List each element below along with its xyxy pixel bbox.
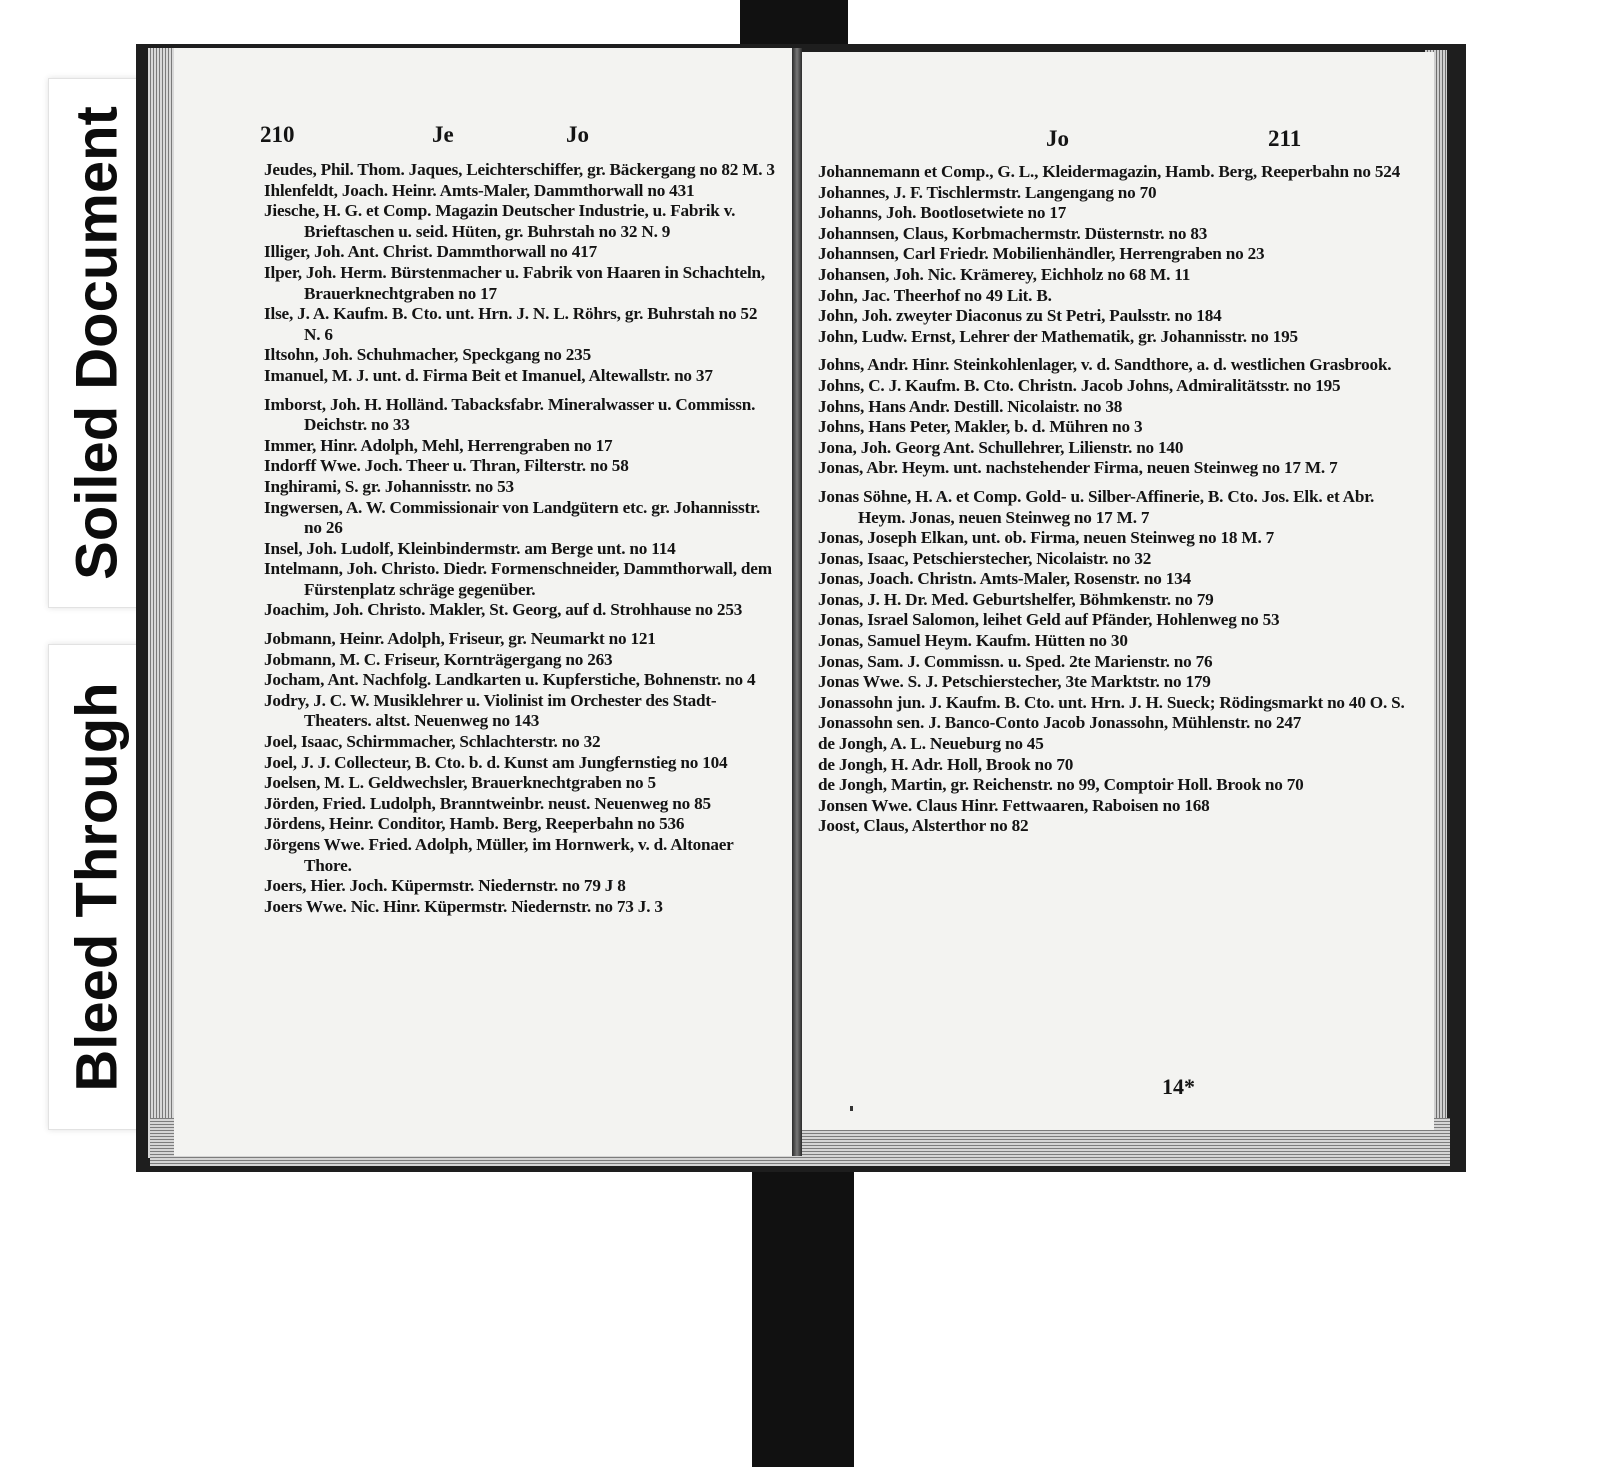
- directory-entry: Jonsen Wwe. Claus Hinr. Fettwaaren, Raboisen no 168: [818, 795, 1210, 815]
- page-speck: [850, 1106, 853, 1111]
- directory-entry: Joel, J. J. Collecteur, B. Cto. b. d. Kunst am Jungfernstieg no 104: [264, 752, 728, 772]
- bleed-through-text: Bleed Through: [64, 682, 130, 1092]
- directory-entry: Jeudes, Phil. Thom. Jaques, Leichterschiffer, gr. Bäckergang no 82 M. 3: [264, 160, 775, 179]
- binding-strip-bottom: [752, 1150, 854, 1467]
- directory-entry: Joers Wwe. Nic. Hinr. Küpermstr. Niedernstr. no 73 J. 3: [264, 896, 663, 916]
- directory-entry: de Jongh, H. Adr. Holl, Brook no 70: [818, 754, 1074, 774]
- page-number: 211: [1268, 126, 1302, 151]
- directory-entry: Iltsohn, Joh. Schuhmacher, Speckgang no 235: [264, 345, 591, 365]
- directory-entry: Ilper, Joh. Herm. Bürstenmacher u. Fabrik von Haaren in Schachteln, Brauerknechtgraben no 17: [264, 262, 765, 303]
- directory-entry: Jonas, Joach. Christn. Amts-Maler, Rosenstr. no 134: [818, 569, 1191, 589]
- bleed-through-label: [48, 644, 146, 1130]
- page-number: 210: [260, 122, 295, 147]
- directory-entry: Jonas, Abr. Heym. unt. nachstehender Firma, neuen Steinweg no 17 M. 7: [818, 458, 1338, 478]
- directory-entry: Joel, Isaac, Schirmmacher, Schlachterstr. no 32: [264, 732, 601, 752]
- soiled-document-label: [48, 78, 146, 608]
- directory-entry: Jobmann, M. C. Friseur, Kornträgergang no 263: [264, 649, 613, 669]
- directory-entry: Imanuel, M. J. unt. d. Firma Beit et Imanuel, Altewallstr. no 37: [264, 365, 713, 385]
- directory-entry: Insel, Joh. Ludolf, Kleinbindermstr. am Berge unt. no 114: [264, 538, 676, 558]
- directory-entry: Jonas, Israel Salomon, leihet Geld auf Pfänder, Hohlenweg no 53: [818, 610, 1280, 630]
- directory-entry: Ihlenfeldt, Joach. Heinr. Amts-Maler, Dammthorwall no 431: [264, 180, 695, 200]
- directory-entry: Jodry, J. C. W. Musiklehrer u. Violinist im Orchester des Stadt-Theaters. altst. Neuenweg no 143: [264, 690, 717, 731]
- directory-entry: Jonas, Sam. J. Commissn. u. Sped. 2te Marienstr. no 76: [818, 651, 1213, 671]
- left-page: [174, 48, 792, 1156]
- directory-entry: Intelmann, Joh. Christo. Diedr. Formenschneider, Dammthorwall, dem Fürstenplatz schräge gegenüber.: [264, 559, 772, 599]
- right-page-header: [822, 126, 1422, 156]
- directory-entry: Jiesche, H. G. et Comp. Magazin Deutscher Industrie, u. Fabrik v. Brieftaschen u. seid. Hüten, gr. Buhrstah no 32 N. 9: [264, 201, 736, 241]
- directory-entry: Ilse, J. A. Kaufm. B. Cto. unt. Hrn. J. N. L. Röhrs, gr. Buhrstah no 52 N. 6: [264, 304, 758, 344]
- directory-entry: Jörden, Fried. Ludolph, Branntweinbr. neust. Neuenweg no 85: [264, 793, 711, 813]
- running-head-key: Jo: [566, 122, 589, 147]
- directory-entry: Johansen, Joh. Nic. Krämerey, Eichholz no 68 M. 11: [818, 264, 1191, 284]
- directory-entry: Johns, Hans Peter, Makler, b. d. Mühren no 3: [818, 417, 1143, 437]
- directory-entry: Jonassohn sen. J. Banco-Conto Jacob Jonassohn, Mühlenstr. no 247: [818, 713, 1302, 733]
- book-gutter: [792, 48, 802, 1156]
- directory-entry: Indorff Wwe. Joch. Theer u. Thran, Filterstr. no 58: [264, 456, 629, 476]
- directory-entry: Jörgens Wwe. Fried. Adolph, Müller, im Hornwerk, v. d. Altonaer Thore.: [264, 835, 734, 875]
- directory-entry: Johannsen, Carl Friedr. Mobilienhändler, Herrengraben no 23: [818, 244, 1265, 264]
- running-head-key: Je: [432, 122, 454, 147]
- directory-entry: Johns, Andr. Hinr. Steinkohlenlager, v. d. Sandthore, a. d. westlichen Grasbrook.: [818, 355, 1392, 375]
- directory-entry: Illiger, Joh. Ant. Christ. Dammthorwall no 417: [264, 242, 597, 262]
- directory-entry: de Jongh, Martin, gr. Reichenstr. no 99, Comptoir Holl. Brook no 70: [818, 775, 1304, 795]
- directory-entry: Jonas, J. H. Dr. Med. Geburtshelfer, Böhmkenstr. no 79: [818, 589, 1214, 609]
- directory-entry: Jonas, Isaac, Petschierstecher, Nicolaistr. no 32: [818, 548, 1152, 568]
- directory-entry: Johns, C. J. Kaufm. B. Cto. Christn. Jacob Johns, Admiralitätsstr. no 195: [818, 375, 1341, 395]
- directory-entry: Joelsen, M. L. Geldwechsler, Brauerknechtgraben no 5: [264, 773, 656, 793]
- directory-entry: Jonas Söhne, H. A. et Comp. Gold- u. Silber-Affinerie, B. Cto. Jos. Elk. et Abr. Heym. Jonas, neuen Steinweg no 17 M. 7: [818, 486, 1375, 527]
- directory-entry: Johannes, J. F. Tischlermstr. Langengang no 70: [818, 182, 1157, 202]
- signature-mark: 14*: [1162, 1074, 1195, 1099]
- directory-entry: Jocham, Ant. Nachfolg. Landkarten u. Kupferstiche, Bohnenstr. no 4: [264, 670, 756, 690]
- directory-entry: Johanns, Joh. Bootlosetwiete no 17: [818, 203, 1067, 223]
- right-page: [802, 52, 1434, 1130]
- directory-entry: Immer, Hinr. Adolph, Mehl, Herrengraben no 17: [264, 435, 613, 455]
- directory-entry: Joachim, Joh. Christo. Makler, St. Georg, auf d. Strohhause no 253: [264, 600, 743, 620]
- directory-entries-left: [264, 160, 776, 917]
- directory-entry: Imborst, Joh. H. Holländ. Tabacksfabr. Mineralwasser u. Commissn. Deichstr. no 33: [264, 394, 756, 435]
- directory-entry: Johns, Hans Andr. Destill. Nicolaistr. no 38: [818, 396, 1123, 416]
- directory-entry: Jonas, Joseph Elkan, unt. ob. Firma, neuen Steinweg no 18 M. 7: [818, 528, 1275, 548]
- directory-entry: Johannsen, Claus, Korbmachermstr. Düsternstr. no 83: [818, 223, 1208, 243]
- directory-entry: John, Ludw. Ernst, Lehrer der Mathematik, gr. Johannisstr. no 195: [818, 326, 1298, 346]
- directory-entries-right: [818, 162, 1424, 837]
- directory-entry: John, Jac. Theerhof no 49 Lit. B.: [818, 285, 1052, 305]
- directory-entry: Inghirami, S. gr. Johannisstr. no 53: [264, 476, 514, 496]
- directory-entry: Jonas Wwe. S. J. Petschierstecher, 3te Marktstr. no 179: [818, 672, 1211, 692]
- directory-entry: Jonas, Samuel Heym. Kaufm. Hütten no 30: [818, 631, 1128, 651]
- directory-entry: Jördens, Heinr. Conditor, Hamb. Berg, Reeperbahn no 536: [264, 814, 685, 834]
- directory-entry: Joost, Claus, Alsterthor no 82: [818, 816, 1029, 836]
- directory-entry: Ingwersen, A. W. Commissionair von Landgütern etc. gr. Johannisstr. no 26: [264, 497, 760, 538]
- directory-entry: John, Joh. zweyter Diaconus zu St Petri, Paulsstr. no 184: [818, 306, 1222, 326]
- directory-entry: Jona, Joh. Georg Ant. Schullehrer, Lilienstr. no 140: [818, 437, 1184, 457]
- directory-entry: Jobmann, Heinr. Adolph, Friseur, gr. Neumarkt no 121: [264, 629, 656, 649]
- directory-entry: Jonassohn jun. J. Kaufm. B. Cto. unt. Hrn. J. H. Sueck; Rödingsmarkt no 40 O. S.: [818, 692, 1405, 712]
- directory-entry: de Jongh, A. L. Neueburg no 45: [818, 734, 1044, 754]
- soiled-document-text: Soiled Document: [64, 106, 130, 580]
- directory-entry: Johannemann et Comp., G. L., Kleidermagazin, Hamb. Berg, Reeperbahn no 524: [818, 162, 1400, 181]
- running-head-key: Jo: [1046, 126, 1069, 151]
- left-page-header: [260, 122, 780, 152]
- directory-entry: Joers, Hier. Joch. Küpermstr. Niedernstr. no 79 J 8: [264, 876, 626, 896]
